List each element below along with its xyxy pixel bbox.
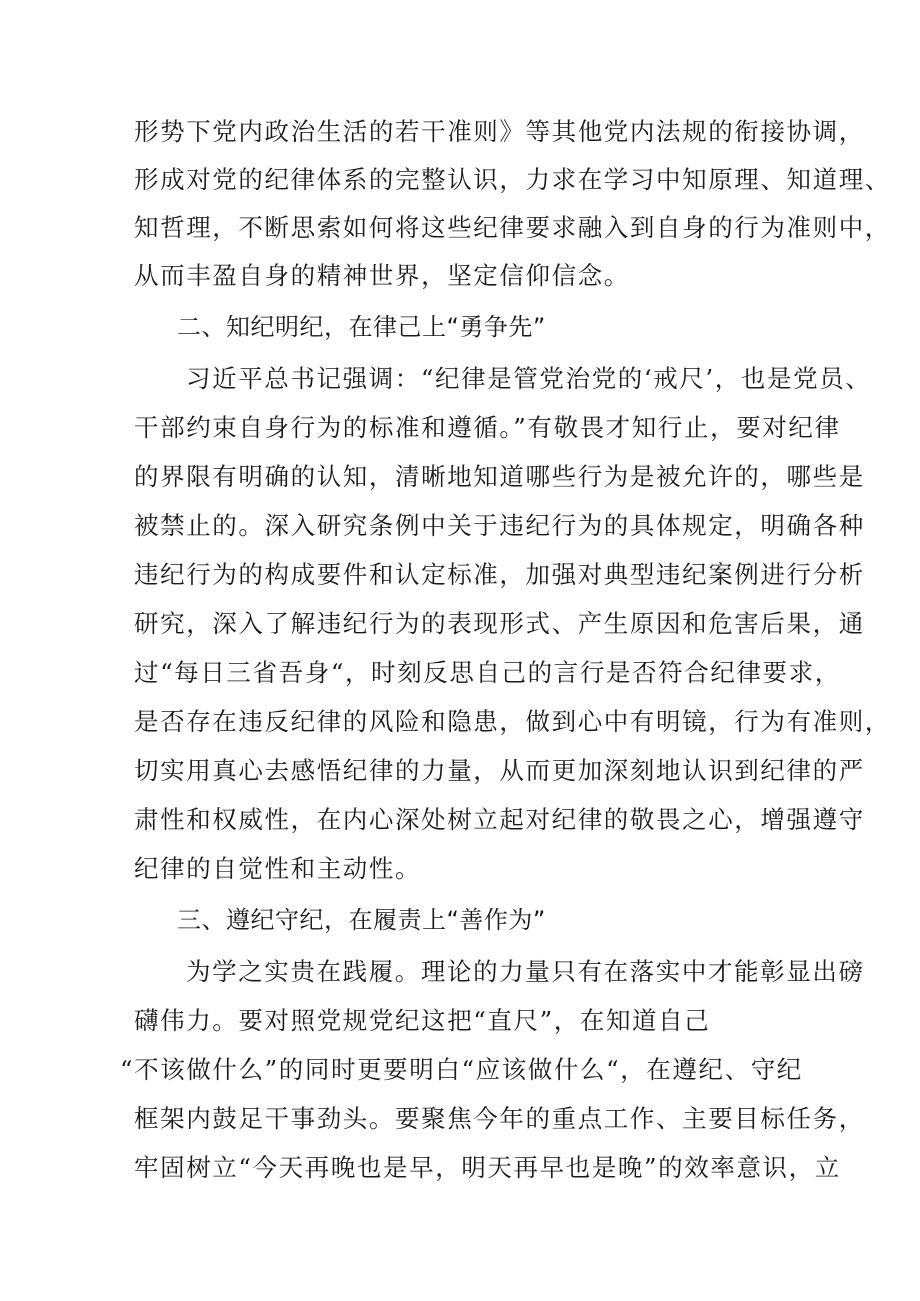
paragraph-line: 形势下党内政治生活的若干准则》等其他党内法规的衔接协调， (134, 117, 865, 146)
paragraph-line: 肃性和权威性，在内心深处树立起对纪律的敬畏之心，增强遵守 (134, 805, 865, 834)
section-heading-3: 三、遵纪守纪，在履责上“善作为” (177, 906, 546, 934)
paragraph-line: 框架内鼓足干事劲头。要聚焦今年的重点工作、主要目标任务， (134, 1104, 865, 1133)
paragraph-line: 是否存在违反纪律的风险和隐患，做到心中有明镜，行为有准则， (134, 707, 891, 736)
paragraph-line: 形成对党的纪律体系的完整认识，力求在学习中知原理、知道理、 (134, 165, 891, 194)
paragraph-line: 的界限有明确的认知，清晰地知道哪些行为是被允许的，哪些是 (134, 462, 865, 491)
paragraph-line: 纪律的自觉性和主动性。 (134, 854, 422, 883)
paragraph-line: 牢固树立“今天再晚也是早，明天再早也是晚”的效率意识，立 (134, 1153, 841, 1182)
paragraph-line: 干部约束自身行为的标准和遵循。”有敬畏才知行止，要对纪律 (134, 413, 841, 442)
paragraph-line: 切实用真心去感悟纪律的力量，从而更加深刻地认识到纪律的严 (134, 756, 865, 785)
paragraph-line: 礴伟力。要对照党规党纪这把“直尺”，在知道自己 (134, 1006, 711, 1035)
paragraph-line: 从而丰盈自身的精神世界，坚定信仰信念。 (134, 261, 630, 290)
paragraph-line: 违纪行为的构成要件和认定标准，加强对典型违纪案例进行分析 (134, 560, 865, 589)
paragraph-line: 过“每日三省吾身“，时刻反思自己的言行是否符合纪律要求， (134, 658, 841, 687)
paragraph-line: 研究，深入了解违纪行为的表现形式、产生原因和危害后果，通 (134, 609, 865, 638)
paragraph-line: 被禁止的。深入研究条例中关于违纪行为的具体规定，明确各种 (134, 511, 865, 540)
paragraph-line: “不该做什么”的同时更要明白“应该做什么“，在遵纪、守纪 (120, 1055, 803, 1084)
paragraph-line: 知哲理，不断思索如何将这些纪律要求融入到自身的行为准则中， (134, 213, 891, 242)
section-heading-2: 二、知纪明纪，在律己上“勇争先” (177, 313, 546, 341)
paragraph-line: 习近平总书记强调：“纪律是管党治党的‘戒尺’，也是党员、 (186, 364, 872, 393)
paragraph-line: 为学之实贵在践履。理论的力量只有在落实中才能彰显出磅 (186, 957, 865, 986)
